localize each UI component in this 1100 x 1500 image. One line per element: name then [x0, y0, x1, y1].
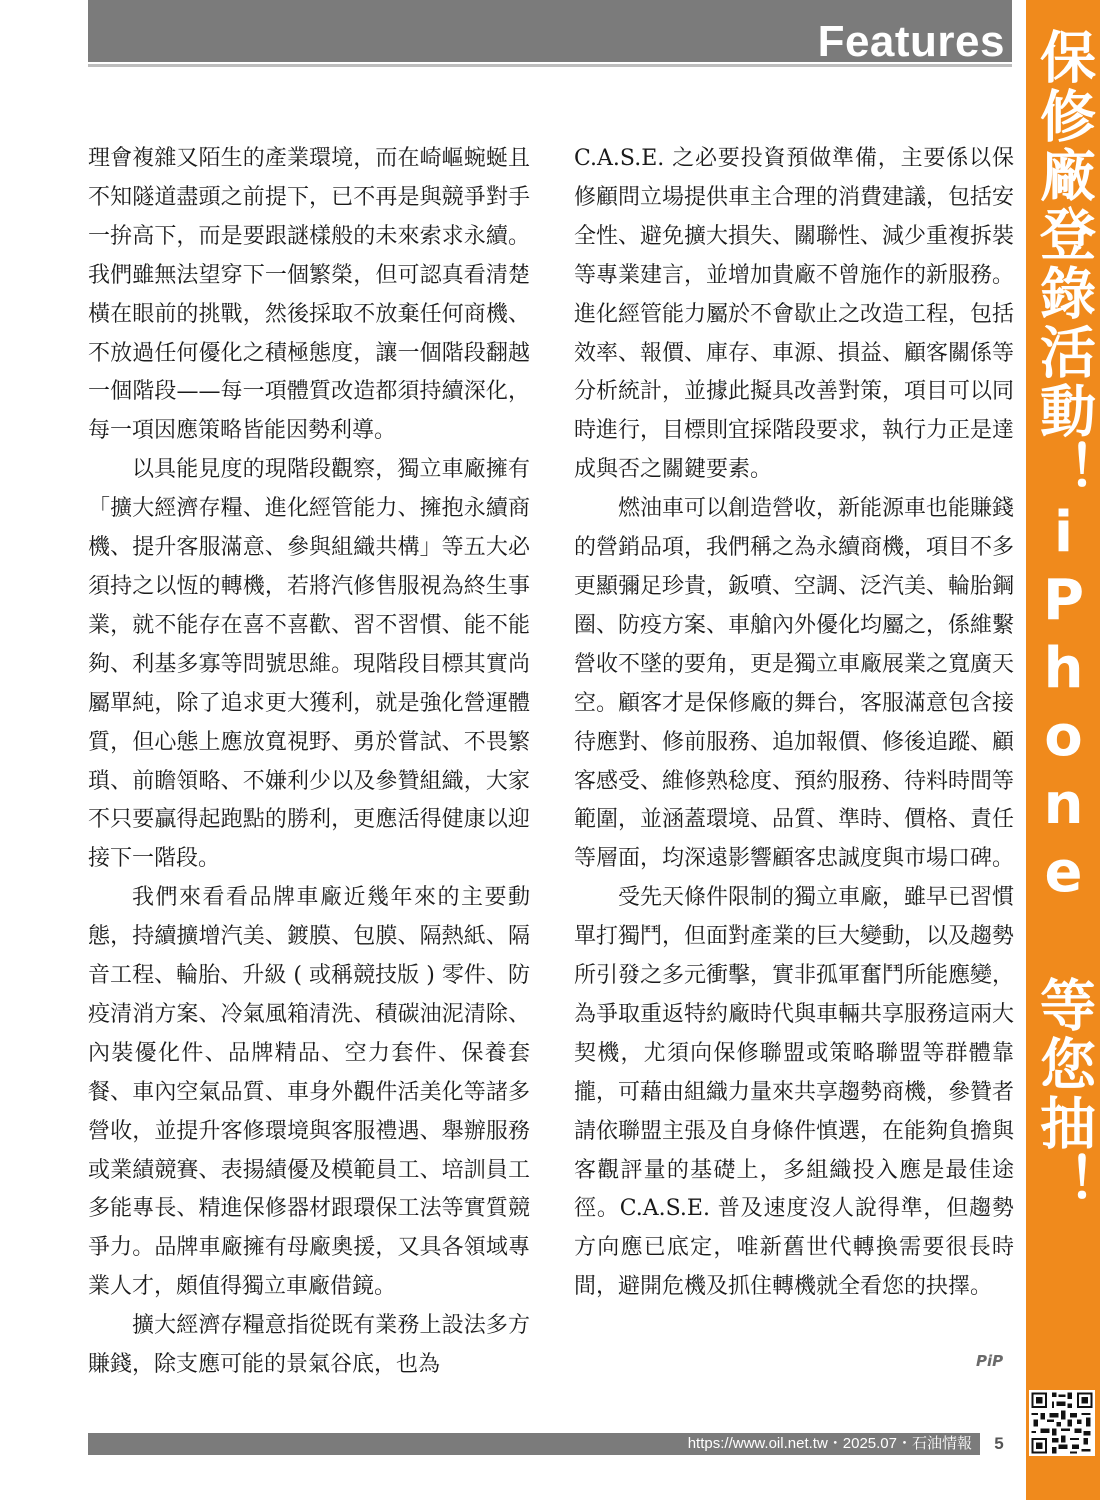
end-mark-logo: PiP — [976, 1352, 1004, 1370]
qr-code-icon[interactable] — [1029, 1390, 1095, 1456]
footer-publication-info: https://www.oil.net.tw・2025.07・石油情報 — [687, 1435, 972, 1452]
paragraph: 我們來看看品牌車廠近幾年來的主要動態，持續擴增汽美、鍍膜、包膜、隔熱紙、隔音工程、輪胎、升級 ( 或稱競技版 ) 零件、防疫清消方案、冷氣風箱清洗、積碳油泥清除、內裝優化件、品牌精品、空力套件、保養套餐、車內空氣品質、車身外觀件活美化等諸多營收，並提升客修環境與客服禮遇、舉辦服務或業績競賽、表揚績優及模範員工、培訓員工多能專長、精進保修器材跟環保工法等實質競爭力。品牌車廠擁有母廠奧援，又具各領域專業人才，頗值得獨立車廠借鏡。 — [88, 885, 530, 1300]
article-column-right — [574, 140, 1014, 1307]
paragraph: 擴大經濟存糧意指從既有業務上設法多方賺錢，除支應可能的景氣谷底，也為 — [88, 1313, 530, 1378]
article-column-left — [88, 140, 530, 1385]
paragraph: 理會複雜又陌生的產業環境，而在崎嶇蜿蜒且不知隧道盡頭之前提下，已不再是與競爭對手一拚高下，而是要跟謎樣般的未來索求永續。我們雖無法望穿下一個繁榮，但可認真看清楚橫在眼前的挑戰，然後採取不放棄任何商機、不放過任何優化之積極態度，讓一個階段翻越一個階段——每一項體質改造都須持續深化，每一項因應策略皆能因勢利導。 — [88, 146, 530, 444]
section-title: Features — [817, 17, 1005, 66]
promo-banner-text: 保修廠登錄活動！iPhone 等您抽！ — [1031, 28, 1096, 1212]
paragraph: 受先天條件限制的獨立車廠，雖早已習慣單打獨鬥，但面對產業的巨大變動，以及趨勢所引發之多元衝擊，實非孤軍奮鬥所能應變，為爭取重返特約廠時代與車輛共享服務這兩大契機，尤須向保修聯盟或策略聯盟等群體靠攏，可藉由組織力量來共享趨勢商機，參贊者請依聯盟主張及自身條件慎選，在能夠負擔與客觀評量的基礎上，多組織投入應是最佳途徑。C.A.S.E. 普及速度沒人說得準，但趨勢方向應已底定，唯新舊世代轉換需要很長時間，避開危機及抓住轉機就全看您的抉擇。 — [574, 885, 1015, 1300]
paragraph: C.A.S.E. 之必要投資預做準備，主要係以保修顧問立場提供車主合理的消費建議，包括安全性、避免擴大損失、關聯性、減少重複拆裝等專業建言，並增加貴廠不曾施作的新服務。進化經管能力屬於不會歇止之改造工程，包括效率、報價、庫存、車源、損益、顧客關係等分析統計，並據此擬具改善對策，項目可以同時進行，目標則宜採階段要求，執行力正是達成與否之關鍵要素。 — [574, 146, 1015, 483]
promo-side-banner[interactable] — [1026, 0, 1100, 1500]
paragraph: 燃油車可以創造營收，新能源車也能賺錢的營銷品項，我們稱之為永續商機，項目不多更顯彌足珍貴，鈑噴、空調、泛汽美、輪胎鋼圈、防疫方案、車艙內外優化均屬之，係維繫營收不墜的要角，更是獨立車廠展業之寬廣天空。顧客才是保修廠的舞台，客服滿意包含接待應對、修前服務、追加報價、修後追蹤、顧客感受、維修熟稔度、預約服務、待料時間等範圍，並涵蓋環境、品質、準時、價格、責任等層面，均深遠影響顧客忠誠度與市場口碑。 — [574, 496, 1015, 872]
page-number: 5 — [994, 1434, 1004, 1453]
paragraph: 以具能見度的現階段觀察，獨立車廠擁有「擴大經濟存糧、進化經管能力、擁抱永續商機、提升客服滿意、參與組織共構」等五大必須持之以恆的轉機，若將汽修售服視為終生事業，就不能存在喜不喜歡、習不習慣、能不能夠、利基多寡等問號思維。現階段目標其實尚屬單純，除了追求更大獲利，就是強化營運體質，但心態上應放寬視野、勇於嘗試、不畏繁瑣、前瞻領略、不嫌利少以及參贊組織，大家不只要贏得起跑點的勝利，更應活得健康以迎接下一階段。 — [88, 457, 530, 872]
